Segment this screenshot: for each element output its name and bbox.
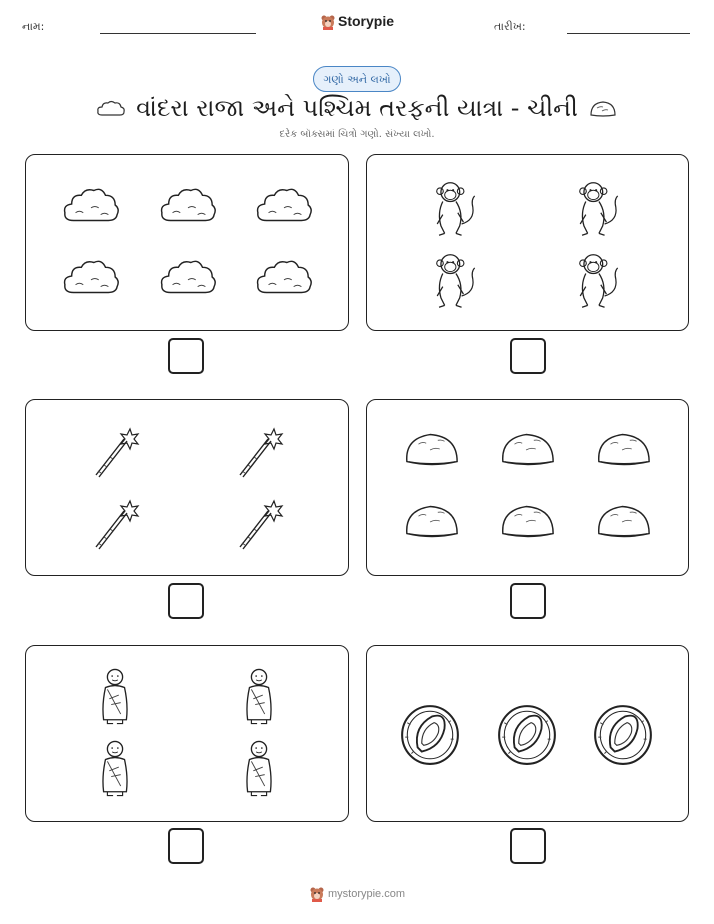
monkey-icon	[430, 179, 480, 239]
monk-icon	[240, 738, 278, 798]
answer-box-lychees[interactable]	[510, 828, 546, 864]
bun-icon	[588, 99, 618, 119]
monk-icon	[96, 738, 134, 798]
monkey-icon	[430, 251, 480, 311]
monk-icon	[240, 666, 278, 726]
page-title	[0, 92, 714, 124]
date-line[interactable]	[567, 33, 690, 34]
bun-icon	[403, 428, 461, 472]
monk-icon	[96, 666, 134, 726]
bear-logo-icon	[309, 886, 325, 902]
bun-icon	[595, 428, 653, 472]
counting-panel-staffs	[25, 399, 349, 576]
cloud-icon	[62, 183, 120, 227]
bun-icon	[595, 500, 653, 544]
cloud-icon	[255, 183, 313, 227]
lychee-icon	[496, 702, 558, 766]
counting-panel-clouds	[25, 154, 349, 331]
monkey-icon	[573, 179, 623, 239]
bun-icon	[403, 500, 461, 544]
counting-panel-monkeys	[366, 154, 689, 331]
answer-box-clouds[interactable]	[168, 338, 204, 374]
bear-logo-icon	[320, 14, 336, 30]
answer-box-staffs[interactable]	[168, 583, 204, 619]
magic-staff-icon	[234, 425, 284, 479]
name-line[interactable]	[100, 33, 256, 34]
cloud-icon	[159, 255, 217, 299]
instructions: દરેક બૉક્સમાં ચિત્રો ગણો. સંખ્યા લખો.	[279, 129, 435, 140]
counting-panel-lychees	[366, 645, 689, 822]
activity-badge: ગણો અને લખો	[313, 66, 401, 92]
cloud-icon	[62, 255, 120, 299]
footer-url[interactable]: mystorypie.com	[327, 887, 406, 900]
magic-staff-icon	[90, 425, 140, 479]
answer-box-monks[interactable]	[168, 828, 204, 864]
magic-staff-icon	[234, 497, 284, 551]
lychee-icon	[592, 702, 654, 766]
brand-name: Storypie	[337, 13, 394, 29]
monkey-icon	[573, 251, 623, 311]
date-label: તારીખ:	[494, 20, 526, 33]
cloud-icon	[96, 99, 126, 119]
bun-icon	[499, 500, 557, 544]
cloud-icon	[255, 255, 313, 299]
bun-icon	[499, 428, 557, 472]
cloud-icon	[159, 183, 217, 227]
title-text: વાંદરા રાજા અને પશ્ચિમ તરફની યાત્રા - ચીની	[136, 94, 578, 122]
magic-staff-icon	[90, 497, 140, 551]
answer-box-buns[interactable]	[510, 583, 546, 619]
brand-logo	[0, 13, 714, 30]
counting-panel-buns	[366, 399, 689, 576]
answer-box-monkeys[interactable]	[510, 338, 546, 374]
footer	[0, 886, 714, 902]
name-label: નામ:	[22, 20, 45, 33]
counting-panel-monks	[25, 645, 349, 822]
lychee-icon	[399, 702, 461, 766]
